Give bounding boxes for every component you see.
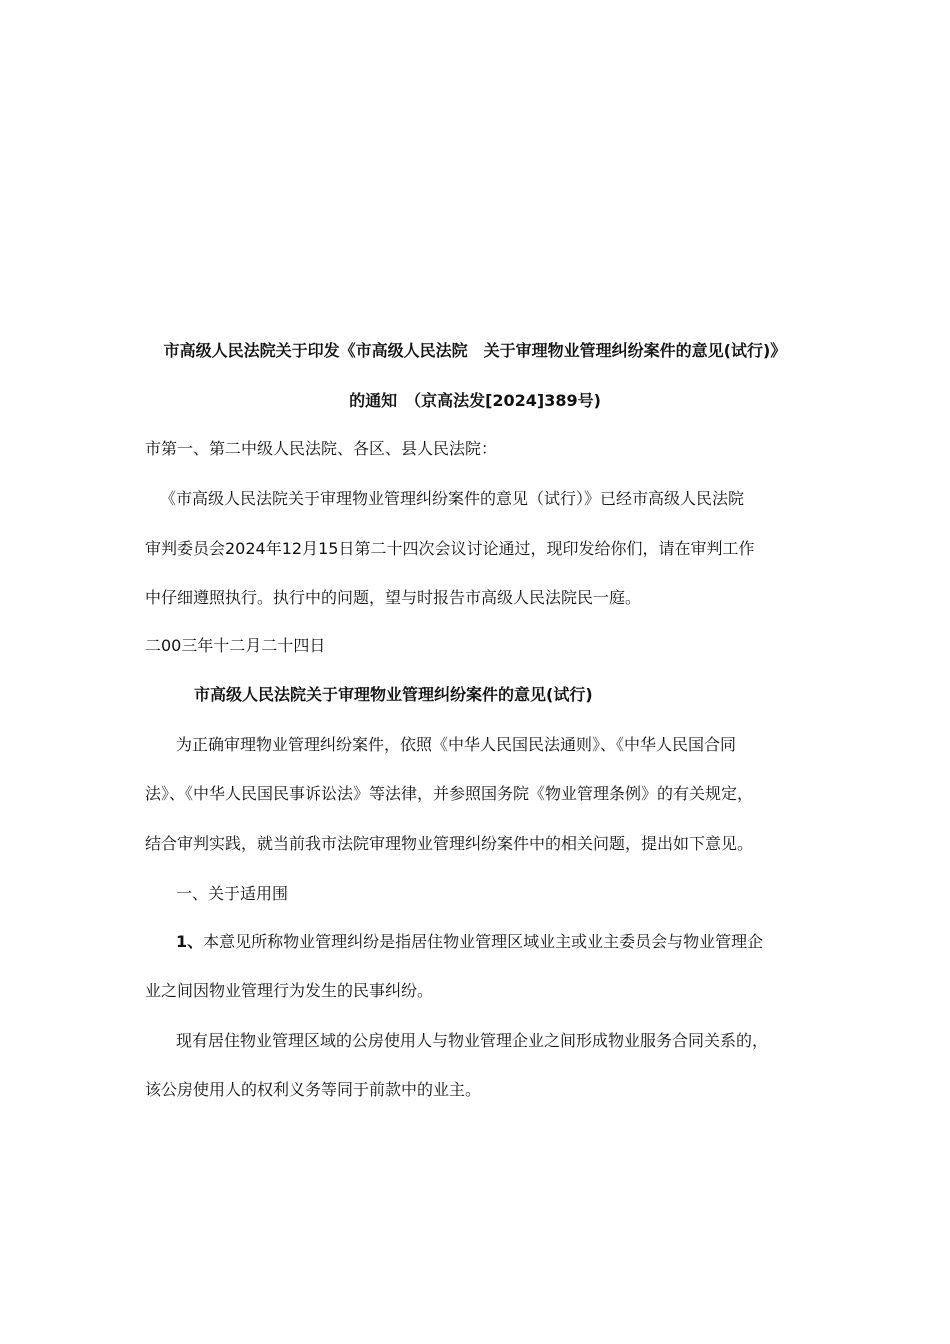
notice-title-line-1: 市高级人民法院关于印发《市高级人民法院 关于审理物业管理纠纷案件的意见(试行)》 [163,341,787,360]
notice-body-line-2: 审判委员会2024年12月15日第二十四次会议讨论通过，现印发给你们，请在审判工作 [145,539,755,558]
notice-body-line-1: 《市高级人民法院关于审理物业管理纠纷案件的意见（试行）》已经市高级人民法院 [160,489,745,508]
intro-line-3: 结合审判实践，就当前我市法院审理物业管理纠纷案件中的相关问题，提出如下意见。 [145,834,754,853]
intro-line-1: 为正确审理物业管理纠纷案件，依照《中华人民国民法通则》、《中华人民国合同 [176,735,737,754]
notice-title-line-2: 的通知 （京高法发[2024]389号) [349,391,601,410]
item-1-para2-line-2: 该公房使用人的权利义务等同于前款中的业主。 [145,1080,482,1099]
intro-line-2: 法》、《中华人民国民事诉讼法》等法律，并参照国务院《物业管理条例》的有关规定， [145,784,754,803]
item-1-line-2: 业之间因物业管理行为发生的民事纠纷。 [145,981,434,1000]
item-1-number: 1、 [176,932,204,951]
section-1-heading: 一、关于适用围 [176,884,289,903]
addressee: 市第一、第二中级人民法院、各区、县人民法院： [145,439,498,458]
notice-date: 二00三年十二月二十四日 [145,636,326,655]
item-1-line-1 [176,932,763,952]
opinion-title: 市高级人民法院关于审理物业管理纠纷案件的意见(试行) [194,685,593,704]
notice-body-line-3: 中仔细遵照执行。执行中的问题，望与时报告市高级人民法院民一庭。 [145,588,642,607]
item-1-text: 本意见所称物业管理纠纷是指居住物业管理区域业主或业主委员会与物业管理企 [203,932,764,951]
item-1-para2-line-1: 现有居住物业管理区域的公房使用人与物业管理企业之间形成物业服务合同关系的， [176,1031,769,1050]
